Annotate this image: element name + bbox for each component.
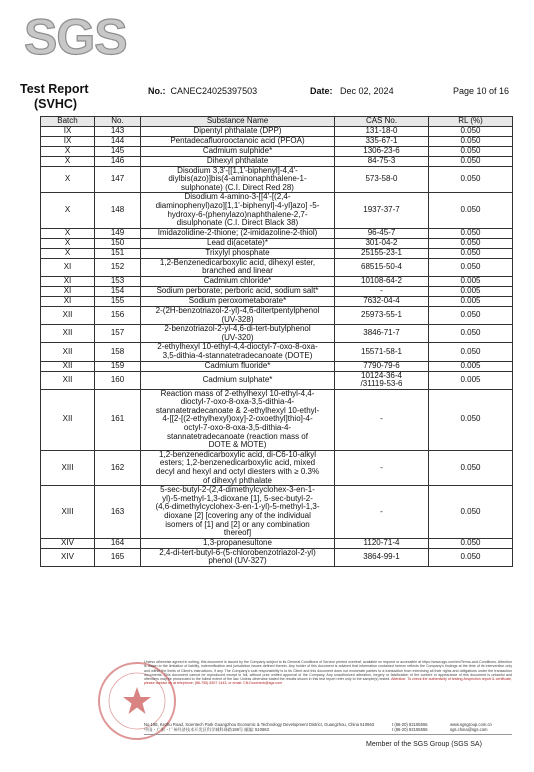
cas-cell [335, 258, 429, 276]
batch-cell: XII [41, 389, 95, 450]
batch-cell: X [41, 248, 95, 258]
substance-line: 5-sec-butyl-2-(2,4-dimethylcyclohex-3-en-1- [160, 485, 315, 495]
substance-line: Imidazolidine-2-thione; (2-imidazoline-2-thiol) [157, 227, 318, 237]
no-cell: 162 [95, 450, 141, 485]
no-cell: 150 [95, 238, 141, 248]
substance-cell [141, 248, 335, 258]
batch-cell: X [41, 146, 95, 156]
substance-line: (4,6-dimethylcyclohex-3-en-1-yl)-5-methyl-1,3- [155, 502, 320, 512]
cas-line: /31119-53-6 [360, 379, 403, 389]
cas-cell [335, 276, 429, 286]
substance-cell [141, 450, 335, 485]
table-row [41, 371, 513, 389]
substance-line: stannatetradecanoate (reaction mass of [167, 431, 308, 441]
no-cell: 145 [95, 146, 141, 156]
batch-cell: XII [41, 306, 95, 324]
cas-line: - [380, 506, 383, 516]
no-cell: 147 [95, 166, 141, 193]
no-cell: 156 [95, 306, 141, 324]
no-cell: 151 [95, 248, 141, 258]
batch-cell: IX [41, 136, 95, 146]
batch-cell: IX [41, 126, 95, 136]
no-cell: 161 [95, 389, 141, 450]
rl-cell: 0.005 [429, 361, 513, 371]
substance-cell [141, 538, 335, 548]
member-line: Member of the SGS Group (SGS SA) [366, 741, 482, 748]
substance-line: Reaction mass of 2-ethylhexyl 10-ethyl-4,4- [160, 388, 315, 398]
cas-cell [335, 156, 429, 166]
no-cell: 144 [95, 136, 141, 146]
cas-line: 7790-79-6 [363, 360, 400, 370]
report-date-label: Date: [310, 86, 333, 96]
substance-cell [141, 156, 335, 166]
substance-cell [141, 306, 335, 324]
substance-line: of dihexyl phthalate [203, 475, 272, 485]
cas-cell [335, 486, 429, 539]
header-rl: RL (%) [429, 117, 513, 127]
cas-line: 131-18-0 [365, 125, 398, 135]
substance-line: 1,2-Benzenedicarboxylic acid, dihexyl ester, [159, 257, 316, 267]
substance-cell [141, 296, 335, 306]
report-title-line1: Test Report [20, 82, 89, 96]
rl-cell: 0.050 [429, 538, 513, 548]
cas-cell [335, 166, 429, 193]
rl-cell: 0.050 [429, 306, 513, 324]
rl-cell: 0.050 [429, 136, 513, 146]
address-block [144, 722, 374, 732]
substance-line: diylbis(azo)]bis(4-aminonaphthalene-1- [168, 174, 307, 184]
cas-line: 96-45-7 [367, 227, 396, 237]
substance-cell [141, 193, 335, 228]
batch-cell: XI [41, 258, 95, 276]
report-date-value: Dec 02, 2024 [340, 86, 394, 96]
substance-line: dioctyl-7-oxo-8-oxa-3,5-dithia-4- [180, 397, 295, 407]
substance-cell [141, 166, 335, 193]
batch-cell: XI [41, 276, 95, 286]
phone-block [392, 722, 428, 732]
contact-block [450, 722, 492, 732]
cas-cell [335, 146, 429, 156]
substance-cell [141, 238, 335, 248]
substance-line: 3,5-dithia-4-stannatetradecanoate (DOTE) [162, 350, 313, 360]
header-substance: Substance Name [141, 117, 335, 127]
batch-cell: XIII [41, 486, 95, 539]
no-cell: 163 [95, 486, 141, 539]
cas-cell [335, 126, 429, 136]
header-cas: CAS No. [335, 117, 429, 127]
table-row [41, 276, 513, 286]
footer-divider [144, 734, 512, 735]
no-cell: 160 [95, 371, 141, 389]
substance-line: thereof] [223, 528, 252, 538]
substance-line: Cadmium fluoride* [204, 360, 271, 370]
rl-cell: 0.050 [429, 166, 513, 193]
substance-line: Sodium perborate; perboric acid, sodium salt* [156, 286, 319, 296]
table-row [41, 486, 513, 539]
table-row [41, 450, 513, 485]
rl-cell: 0.005 [429, 296, 513, 306]
authenticity-notice: Attention: To check the authenticity of testing /inspection report & certificate, please contact us at telephone: (86-755) 8307 1443, or email: CN.Doccheck@sgs.com [144, 677, 512, 686]
batch-cell: XII [41, 361, 95, 371]
cas-line: 3864-99-1 [363, 552, 400, 562]
substance-line: disulphonate (C.I. Direct Black 38) [176, 218, 299, 228]
rl-cell: 0.050 [429, 343, 513, 361]
substance-line: Trixylyl phosphate [205, 247, 270, 257]
substance-line: (UV-328) [221, 314, 254, 324]
substance-cell [141, 146, 335, 156]
cas-line: - [380, 462, 383, 472]
cas-line: - [380, 414, 383, 424]
substance-cell [141, 258, 335, 276]
cas-line: 1306-23-6 [363, 145, 400, 155]
table-row [41, 136, 513, 146]
substance-line: 4-[[2-[(2-ethylhexyl)oxy]-2-oxoethyl]thio]-4- [162, 414, 313, 424]
substance-line: diaminophenyl)azo][1,1'-biphenyl]-4-yl]azo] -5- [155, 200, 320, 210]
table-row [41, 228, 513, 238]
phone-2: t (86-20) 82155555 [392, 727, 428, 732]
cas-cell [335, 325, 429, 343]
header-no: No. [95, 117, 141, 127]
substance-line: Cadmium sulphate* [202, 374, 273, 384]
no-cell: 155 [95, 296, 141, 306]
no-cell: 165 [95, 548, 141, 566]
report-date [310, 86, 394, 97]
batch-cell: XIII [41, 450, 95, 485]
batch-cell: XI [41, 286, 95, 296]
cas-cell [335, 286, 429, 296]
substance-cell [141, 548, 335, 566]
table-row [41, 193, 513, 228]
substance-line: 1,3-propanesultone [203, 537, 272, 547]
substance-line: hydroxy-6-(phenylazo)naphthalene-2,7- [167, 209, 308, 219]
substance-line: Dipentyl phthalate (DPP) [193, 125, 282, 135]
substance-cell [141, 486, 335, 539]
rl-cell: 0.005 [429, 286, 513, 296]
cas-cell [335, 238, 429, 248]
table-row [41, 296, 513, 306]
substance-line: Disodium 4-amino-3-[[4'-[(2,4- [184, 192, 291, 202]
substance-cell [141, 126, 335, 136]
rl-cell: 0.050 [429, 450, 513, 485]
batch-cell: XII [41, 371, 95, 389]
substance-line: Sodium peroxometaborate* [188, 296, 287, 306]
rl-cell: 0.050 [429, 146, 513, 156]
batch-cell: XII [41, 325, 95, 343]
substance-line: Pentadecafluorooctanoic acid (PFOA) [170, 135, 305, 145]
rl-cell: 0.050 [429, 486, 513, 539]
substance-line: phenol (UV-327) [208, 556, 267, 566]
substance-line: 2-benzotriazol-2-yl-4,6-di-tert-butylphenol [164, 324, 311, 334]
no-cell: 148 [95, 193, 141, 228]
cas-cell [335, 248, 429, 258]
substance-line: decyl and hexyl and octyl diesters with ≥ 0.3% [155, 467, 320, 477]
rl-cell: 0.050 [429, 228, 513, 238]
batch-cell: X [41, 228, 95, 238]
cas-cell [335, 306, 429, 324]
table-header-row [41, 117, 513, 127]
cas-line: 301-04-2 [365, 237, 398, 247]
legal-disclaimer [144, 660, 512, 686]
batch-cell: X [41, 156, 95, 166]
substance-line: branched and linear [202, 266, 273, 276]
cas-cell [335, 136, 429, 146]
rl-cell: 0.050 [429, 126, 513, 136]
cas-cell [335, 296, 429, 306]
substance-cell [141, 361, 335, 371]
table-row [41, 286, 513, 296]
cas-line: 573-58-0 [365, 174, 398, 184]
substance-line: (UV-320) [221, 332, 254, 342]
cas-cell [335, 193, 429, 228]
page-number: Page 10 of 16 [453, 86, 510, 96]
batch-cell: XII [41, 343, 95, 361]
batch-cell: XIV [41, 548, 95, 566]
cas-cell [335, 538, 429, 548]
rl-cell: 0.005 [429, 276, 513, 286]
table-row [41, 156, 513, 166]
cas-line: 3846-71-7 [363, 328, 400, 338]
substance-line: sulphonate) (C.I. Direct Red 28) [181, 182, 294, 192]
no-cell: 157 [95, 325, 141, 343]
substance-cell [141, 136, 335, 146]
rl-cell: 0.050 [429, 548, 513, 566]
no-cell: 154 [95, 286, 141, 296]
substance-cell [141, 371, 335, 389]
batch-cell: X [41, 193, 95, 228]
header-batch: Batch [41, 117, 95, 127]
website-link[interactable]: www.sgsgroup.com.cn [450, 722, 492, 727]
address-chinese: 中国・广东・广州经济技术开发区科学城科珠路198号 邮编: 510663 [144, 727, 269, 732]
rl-cell: 0.050 [429, 193, 513, 228]
table-row [41, 238, 513, 248]
svg-text:SGS: SGS [24, 10, 127, 62]
cas-line: 335-67-1 [365, 135, 398, 145]
no-cell: 143 [95, 126, 141, 136]
substance-cell [141, 228, 335, 238]
substance-line: esters; 1,2-benzenedicarboxylic acid, mixed [159, 458, 316, 468]
cas-cell [335, 343, 429, 361]
cas-line: - [380, 286, 383, 296]
rl-cell: 0.050 [429, 258, 513, 276]
substance-line: 2-(2H-benzotriazol-2-yl)-4,6-ditertpentylphenol [155, 305, 320, 315]
cas-cell [335, 228, 429, 238]
table-row [41, 548, 513, 566]
batch-cell: XI [41, 296, 95, 306]
rl-cell: 0.050 [429, 248, 513, 258]
cas-line: 1120-71-4 [363, 537, 400, 547]
substance-line: yl)-5-methyl-1,3-dioxane [1], 5-sec-butyl-2- [162, 493, 313, 503]
rl-cell: 0.050 [429, 238, 513, 248]
phone-1: t (86-20) 82155555 [392, 722, 428, 727]
substance-line: octyl-7-oxo-8-oxa-3,5-dithia-4- [183, 423, 292, 433]
table-row [41, 166, 513, 193]
email-link[interactable]: sgs.china@sgs.com [450, 727, 488, 732]
no-cell: 158 [95, 343, 141, 361]
rl-cell: 0.050 [429, 156, 513, 166]
cas-cell [335, 450, 429, 485]
cas-line: 25155-23-1 [361, 247, 402, 257]
cas-line: 10124-36-4 [361, 370, 402, 380]
cas-line: 1937-37-7 [363, 205, 400, 215]
substance-line: 2-ethylhexyl 10-ethyl-4,4-dioctyl-7-oxo-8-oxa- [157, 342, 318, 352]
no-cell: 152 [95, 258, 141, 276]
rl-cell: 0.050 [429, 389, 513, 450]
report-number [148, 86, 257, 97]
batch-cell: X [41, 238, 95, 248]
substance-line: 1,2-benzenedicarboxylic acid, di-C6-10-alkyl [159, 449, 316, 459]
batch-cell: X [41, 166, 95, 193]
batch-cell: XIV [41, 538, 95, 548]
svhc-table [40, 116, 513, 567]
substance-line: isomers of [1] and [2] or any combination [165, 519, 310, 529]
legal-text: Unless otherwise agreed in writing, this document is issued by the Company subject to its General Conditions of Service printed overleaf, available on request or accessible at https://www.sgs.com/en/Terms-and-Conditions. Attention is drawn to the limitation of liability, indemnification and jurisdiction issues defined therein. Any holder of this document is advised that information contained hereon reflects the Company's findings at the time of its intervention only and within the limits of Client's instructions, if any. The Company's sole responsibility is to its Client and this document does not exonerate parties to a transaction from exercising all their rights and obligations under the transaction documents. This document cannot be reproduced except in full, without prior written approval of the Company. Any unauthorized alteration, forgery or falsification of the content or appearance of this document is unlawful and offenders may be prosecuted to the fullest extent of the law. Unless otherwise stated the results shown in this test report refer only to the sample(s) tested. [144, 660, 512, 682]
table-row [41, 126, 513, 136]
report-number-label: No.: [148, 86, 166, 96]
substance-cell [141, 286, 335, 296]
table-row [41, 146, 513, 156]
cas-line: 25973-55-1 [361, 310, 402, 320]
table-row [41, 306, 513, 324]
substance-line: Lead di(acetate)* [207, 237, 268, 247]
substance-line: Cadmium sulphide* [202, 145, 273, 155]
cas-line: 7632-04-4 [363, 296, 400, 306]
report-title-line2: (SVHC) [34, 97, 78, 111]
cas-cell [335, 389, 429, 450]
substance-line: DOTE & MOTE) [208, 440, 267, 450]
substance-cell [141, 276, 335, 286]
cas-line: 68515-50-4 [361, 262, 402, 272]
table-row [41, 361, 513, 371]
table-row [41, 248, 513, 258]
substance-cell [141, 343, 335, 361]
sgs-logo [22, 10, 142, 62]
no-cell: 164 [95, 538, 141, 548]
substance-cell [141, 389, 335, 450]
address-english: No.198, Kezhu Road, Scientech Park Guangzhou Economic & Technology Development District, Guangzhou, China 510663 [144, 722, 375, 727]
no-cell: 159 [95, 361, 141, 371]
table-row [41, 538, 513, 548]
report-number-value: CANEC24025397503 [170, 86, 258, 96]
substance-line: dioxane [2] [covering any of the individual [164, 511, 311, 520]
substance-line: 2,4-di-tert-butyl-6-(5-chlorobenzotriazol-2-yl) [159, 547, 316, 557]
table-row [41, 343, 513, 361]
substance-line: Disodium 3,3'-[[1,1'-biphenyl]-4,4'- [177, 165, 298, 175]
substance-line: Cadmium chloride* [203, 276, 272, 286]
cas-cell [335, 548, 429, 566]
cas-line: 15571-58-1 [361, 346, 402, 356]
cas-line: 10108-64-2 [361, 276, 402, 286]
rl-cell: 0.050 [429, 325, 513, 343]
table-row [41, 389, 513, 450]
table-row [41, 325, 513, 343]
substance-line: Dihexyl phthalate [206, 155, 269, 165]
substance-cell [141, 325, 335, 343]
substance-line: stannatetradecanoate & 2-ethylhexyl 10-ethyl- [155, 405, 320, 415]
report-title [20, 82, 89, 112]
rl-cell: 0.005 [429, 371, 513, 389]
no-cell: 149 [95, 228, 141, 238]
cas-cell [335, 361, 429, 371]
table-body [41, 126, 513, 566]
cas-cell [335, 371, 429, 389]
no-cell: 153 [95, 276, 141, 286]
no-cell: 146 [95, 156, 141, 166]
cas-line: 84-75-3 [367, 155, 396, 165]
table-row [41, 258, 513, 276]
